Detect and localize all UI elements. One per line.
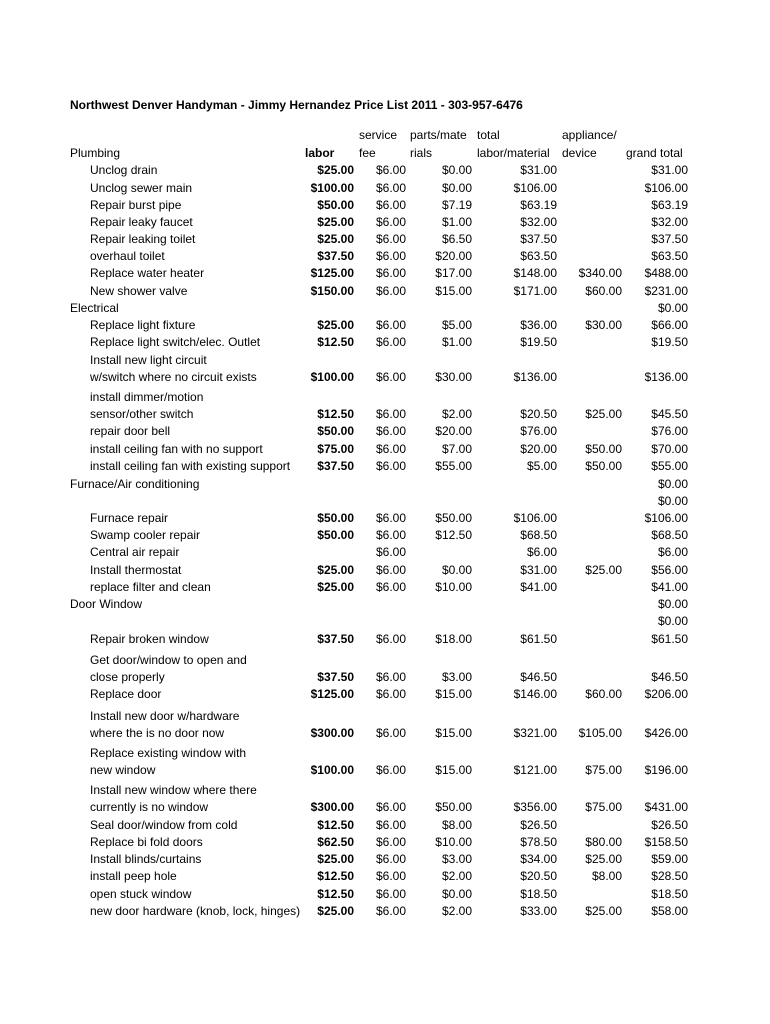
appliance-cell: $80.00: [585, 835, 622, 849]
service-fee-cell: $6.00: [375, 181, 406, 195]
parts-cell: $12.50: [435, 528, 472, 542]
total-cell: $106.00: [513, 181, 557, 195]
total-cell: $31.00: [520, 163, 557, 177]
total-cell: $106.00: [513, 511, 557, 525]
header-grand-total: grand total: [626, 146, 683, 160]
total-cell: $26.50: [520, 818, 557, 832]
item-label: overhaul toilet: [90, 249, 165, 263]
total-cell: $41.00: [520, 580, 557, 594]
item-label: where the is no door now: [90, 726, 225, 740]
parts-cell: $20.00: [435, 424, 472, 438]
parts-cell: $15.00: [435, 687, 472, 701]
header-service-fee: fee: [359, 146, 376, 160]
parts-cell: $5.00: [441, 318, 472, 332]
grand-total-cell: $106.00: [644, 511, 688, 525]
service-fee-cell: $6.00: [375, 580, 406, 594]
appliance-cell: $50.00: [585, 459, 622, 473]
grand-total-cell: $6.00: [657, 545, 688, 559]
grand-total-cell: $37.50: [651, 232, 688, 246]
grand-total-cell: $61.50: [651, 632, 688, 646]
labor-cell: $50.00: [317, 424, 354, 438]
parts-cell: $15.00: [435, 763, 472, 777]
page-title: Northwest Denver Handyman - Jimmy Hernandez Price List 2011 - 303-957-6476: [70, 98, 523, 112]
service-fee-cell: $6.00: [375, 869, 406, 883]
total-cell: $68.50: [520, 528, 557, 542]
grand-total-cell: $196.00: [644, 763, 688, 777]
parts-cell: $18.00: [435, 632, 472, 646]
item-label-line1: Install new window where there: [90, 783, 257, 797]
grand-total-cell: $31.00: [651, 163, 688, 177]
item-label: Swamp cooler repair: [90, 528, 201, 542]
parts-cell: $0.00: [441, 887, 472, 901]
appliance-cell: $25.00: [585, 563, 622, 577]
labor-cell: $37.50: [317, 459, 354, 473]
service-fee-cell: $6.00: [375, 407, 406, 421]
labor-cell: $100.00: [310, 181, 354, 195]
service-fee-cell: $6.00: [375, 800, 406, 814]
item-label-line1: Replace existing window with: [90, 746, 247, 760]
item-label: Replace light switch/elec. Outlet: [90, 335, 261, 349]
appliance-cell: $25.00: [585, 407, 622, 421]
total-cell: $136.00: [513, 370, 557, 384]
grand-total-cell: $59.00: [651, 852, 688, 866]
grand-total-cell: $45.50: [651, 407, 688, 421]
appliance-cell: $25.00: [585, 904, 622, 918]
grand-total-cell: $56.00: [651, 563, 688, 577]
total-cell: $63.19: [520, 198, 557, 212]
service-fee-cell: $6.00: [375, 370, 406, 384]
item-label: Replace door: [90, 687, 162, 701]
grand-total-cell: $0.00: [657, 597, 688, 611]
item-label: Unclog drain: [90, 163, 158, 177]
parts-cell: $15.00: [435, 284, 472, 298]
appliance-cell: $25.00: [585, 852, 622, 866]
header-service: service: [359, 128, 398, 142]
parts-cell: $7.19: [441, 198, 472, 212]
grand-total-cell: $0.00: [657, 614, 688, 628]
item-label: Install blinds/curtains: [90, 852, 202, 866]
item-label: open stuck window: [90, 887, 192, 901]
labor-cell: $25.00: [317, 318, 354, 332]
item-label: new window: [90, 763, 156, 777]
parts-cell: $2.00: [441, 869, 472, 883]
item-label: Central air repair: [90, 545, 180, 559]
parts-cell: $17.00: [435, 266, 472, 280]
total-cell: $20.50: [520, 407, 557, 421]
header-parts: parts/mate: [410, 128, 467, 142]
total-cell: $31.00: [520, 563, 557, 577]
category-label: Furnace/Air conditioning: [70, 477, 200, 491]
appliance-cell: $60.00: [585, 687, 622, 701]
grand-total-cell: $28.50: [651, 869, 688, 883]
grand-total-cell: $46.50: [651, 670, 688, 684]
parts-cell: $15.00: [435, 726, 472, 740]
total-cell: $61.50: [520, 632, 557, 646]
item-label: new door hardware (knob, lock, hinges): [90, 904, 301, 918]
service-fee-cell: $6.00: [375, 670, 406, 684]
item-label-line1: Install new light circuit: [90, 353, 207, 367]
grand-total-cell: $488.00: [644, 266, 688, 280]
labor-cell: $125.00: [310, 266, 354, 280]
header-labor: labor: [305, 146, 335, 160]
total-cell: $148.00: [513, 266, 557, 280]
labor-cell: $12.50: [317, 869, 354, 883]
grand-total-cell: $66.00: [651, 318, 688, 332]
item-label: install peep hole: [90, 869, 177, 883]
service-fee-cell: $6.00: [375, 545, 406, 559]
item-label-line1: Install new door w/hardware: [90, 709, 240, 723]
total-cell: $76.00: [520, 424, 557, 438]
service-fee-cell: $6.00: [375, 163, 406, 177]
appliance-cell: $340.00: [578, 266, 622, 280]
item-label: currently is no window: [90, 800, 209, 814]
parts-cell: $6.50: [441, 232, 472, 246]
total-cell: $33.00: [520, 904, 557, 918]
appliance-cell: $30.00: [585, 318, 622, 332]
item-label: Furnace repair: [90, 511, 169, 525]
labor-cell: $300.00: [310, 800, 354, 814]
item-label: Repair broken window: [90, 632, 209, 646]
service-fee-cell: $6.00: [375, 887, 406, 901]
category-plumbing: Plumbing: [70, 146, 121, 160]
parts-cell: $2.00: [441, 904, 472, 918]
grand-total-cell: $158.50: [644, 835, 688, 849]
labor-cell: $50.00: [317, 528, 354, 542]
item-label: Replace light fixture: [90, 318, 196, 332]
service-fee-cell: $6.00: [375, 528, 406, 542]
total-cell: $34.00: [520, 852, 557, 866]
grand-total-cell: $106.00: [644, 181, 688, 195]
service-fee-cell: $6.00: [375, 852, 406, 866]
labor-cell: $100.00: [310, 370, 354, 384]
parts-cell: $1.00: [441, 335, 472, 349]
parts-cell: $2.00: [441, 407, 472, 421]
labor-cell: $50.00: [317, 198, 354, 212]
service-fee-cell: $6.00: [375, 687, 406, 701]
item-label: Repair burst pipe: [90, 198, 182, 212]
labor-cell: $100.00: [310, 763, 354, 777]
service-fee-cell: $6.00: [375, 818, 406, 832]
header-device: device: [562, 146, 597, 160]
service-fee-cell: $6.00: [375, 563, 406, 577]
item-label: install ceiling fan with existing support: [90, 459, 291, 473]
service-fee-cell: $6.00: [375, 763, 406, 777]
labor-cell: $62.50: [317, 835, 354, 849]
service-fee-cell: $6.00: [375, 726, 406, 740]
labor-cell: $150.00: [310, 284, 354, 298]
service-fee-cell: $6.00: [375, 442, 406, 456]
appliance-cell: $75.00: [585, 800, 622, 814]
total-cell: $63.50: [520, 249, 557, 263]
appliance-cell: $105.00: [578, 726, 622, 740]
grand-total-cell: $0.00: [657, 477, 688, 491]
service-fee-cell: $6.00: [375, 198, 406, 212]
item-label: repair door bell: [90, 424, 171, 438]
total-cell: $46.50: [520, 670, 557, 684]
service-fee-cell: $6.00: [375, 459, 406, 473]
labor-cell: $300.00: [310, 726, 354, 740]
grand-total-cell: $26.50: [651, 818, 688, 832]
labor-cell: $12.50: [317, 887, 354, 901]
item-label: Unclog sewer main: [90, 181, 193, 195]
labor-cell: $12.50: [317, 335, 354, 349]
service-fee-cell: $6.00: [375, 284, 406, 298]
total-cell: $321.00: [513, 726, 557, 740]
service-fee-cell: $6.00: [375, 335, 406, 349]
header-appliance: appliance/: [562, 128, 617, 142]
service-fee-cell: $6.00: [375, 511, 406, 525]
labor-cell: $37.50: [317, 670, 354, 684]
parts-cell: $1.00: [441, 215, 472, 229]
parts-cell: $10.00: [435, 580, 472, 594]
grand-total-cell: $0.00: [657, 494, 688, 508]
grand-total-cell: $63.50: [651, 249, 688, 263]
labor-cell: $25.00: [317, 163, 354, 177]
labor-cell: $25.00: [317, 580, 354, 594]
item-label: close properly: [90, 670, 165, 684]
grand-total-cell: $55.00: [651, 459, 688, 473]
parts-cell: $3.00: [441, 852, 472, 866]
labor-cell: $125.00: [310, 687, 354, 701]
service-fee-cell: $6.00: [375, 424, 406, 438]
total-cell: $121.00: [513, 763, 557, 777]
labor-cell: $37.50: [317, 249, 354, 263]
grand-total-cell: $18.50: [651, 887, 688, 901]
labor-cell: $25.00: [317, 904, 354, 918]
total-cell: $171.00: [513, 284, 557, 298]
item-label: w/switch where no circuit exists: [90, 370, 257, 384]
service-fee-cell: $6.00: [375, 835, 406, 849]
item-label: Replace water heater: [90, 266, 205, 280]
appliance-cell: $8.00: [591, 869, 622, 883]
grand-total-cell: $58.00: [651, 904, 688, 918]
service-fee-cell: $6.00: [375, 215, 406, 229]
item-label-line1: Get door/window to open and: [90, 653, 247, 667]
total-cell: $18.50: [520, 887, 557, 901]
grand-total-cell: $76.00: [651, 424, 688, 438]
parts-cell: $50.00: [435, 511, 472, 525]
item-label: Seal door/window from cold: [90, 818, 238, 832]
item-label: sensor/other switch: [90, 407, 194, 421]
grand-total-cell: $0.00: [657, 301, 688, 315]
total-cell: $6.00: [526, 545, 557, 559]
labor-cell: $75.00: [317, 442, 354, 456]
total-cell: $36.00: [520, 318, 557, 332]
item-label: Repair leaking toilet: [90, 232, 196, 246]
header-labor-material: labor/material: [477, 146, 550, 160]
labor-cell: $25.00: [317, 852, 354, 866]
grand-total-cell: $68.50: [651, 528, 688, 542]
labor-cell: $25.00: [317, 232, 354, 246]
grand-total-cell: $231.00: [644, 284, 688, 298]
appliance-cell: $60.00: [585, 284, 622, 298]
parts-cell: $20.00: [435, 249, 472, 263]
grand-total-cell: $63.19: [651, 198, 688, 212]
grand-total-cell: $19.50: [651, 335, 688, 349]
grand-total-cell: $426.00: [644, 726, 688, 740]
parts-cell: $7.00: [441, 442, 472, 456]
grand-total-cell: $32.00: [651, 215, 688, 229]
service-fee-cell: $6.00: [375, 232, 406, 246]
appliance-cell: $50.00: [585, 442, 622, 456]
item-label-line1: install dimmer/motion: [90, 390, 204, 404]
header-total: total: [477, 128, 500, 142]
labor-cell: $25.00: [317, 215, 354, 229]
total-cell: $20.00: [520, 442, 557, 456]
item-label: New shower valve: [90, 284, 188, 298]
labor-cell: $50.00: [317, 511, 354, 525]
parts-cell: $55.00: [435, 459, 472, 473]
parts-cell: $0.00: [441, 163, 472, 177]
category-label: Electrical: [70, 301, 119, 315]
item-label: Repair leaky faucet: [90, 215, 193, 229]
labor-cell: $25.00: [317, 563, 354, 577]
total-cell: $32.00: [520, 215, 557, 229]
header-parts-rials: rials: [410, 146, 433, 160]
total-cell: $78.50: [520, 835, 557, 849]
parts-cell: $0.00: [441, 181, 472, 195]
service-fee-cell: $6.00: [375, 266, 406, 280]
total-cell: $20.50: [520, 869, 557, 883]
service-fee-cell: $6.00: [375, 249, 406, 263]
labor-cell: $37.50: [317, 632, 354, 646]
category-label: Door Window: [70, 597, 143, 611]
total-cell: $356.00: [513, 800, 557, 814]
item-label: install ceiling fan with no support: [90, 442, 263, 456]
total-cell: $19.50: [520, 335, 557, 349]
labor-cell: $12.50: [317, 407, 354, 421]
total-cell: $37.50: [520, 232, 557, 246]
grand-total-cell: $206.00: [644, 687, 688, 701]
total-cell: $146.00: [513, 687, 557, 701]
item-label: Install thermostat: [90, 563, 182, 577]
parts-cell: $30.00: [435, 370, 472, 384]
parts-cell: $8.00: [441, 818, 472, 832]
labor-cell: $12.50: [317, 818, 354, 832]
parts-cell: $0.00: [441, 563, 472, 577]
parts-cell: $50.00: [435, 800, 472, 814]
item-label: replace filter and clean: [90, 580, 211, 594]
parts-cell: $3.00: [441, 670, 472, 684]
service-fee-cell: $6.00: [375, 632, 406, 646]
service-fee-cell: $6.00: [375, 904, 406, 918]
appliance-cell: $75.00: [585, 763, 622, 777]
parts-cell: $10.00: [435, 835, 472, 849]
total-cell: $5.00: [526, 459, 557, 473]
grand-total-cell: $136.00: [644, 370, 688, 384]
service-fee-cell: $6.00: [375, 318, 406, 332]
grand-total-cell: $41.00: [651, 580, 688, 594]
item-label: Replace bi fold doors: [90, 835, 203, 849]
grand-total-cell: $70.00: [651, 442, 688, 456]
grand-total-cell: $431.00: [644, 800, 688, 814]
